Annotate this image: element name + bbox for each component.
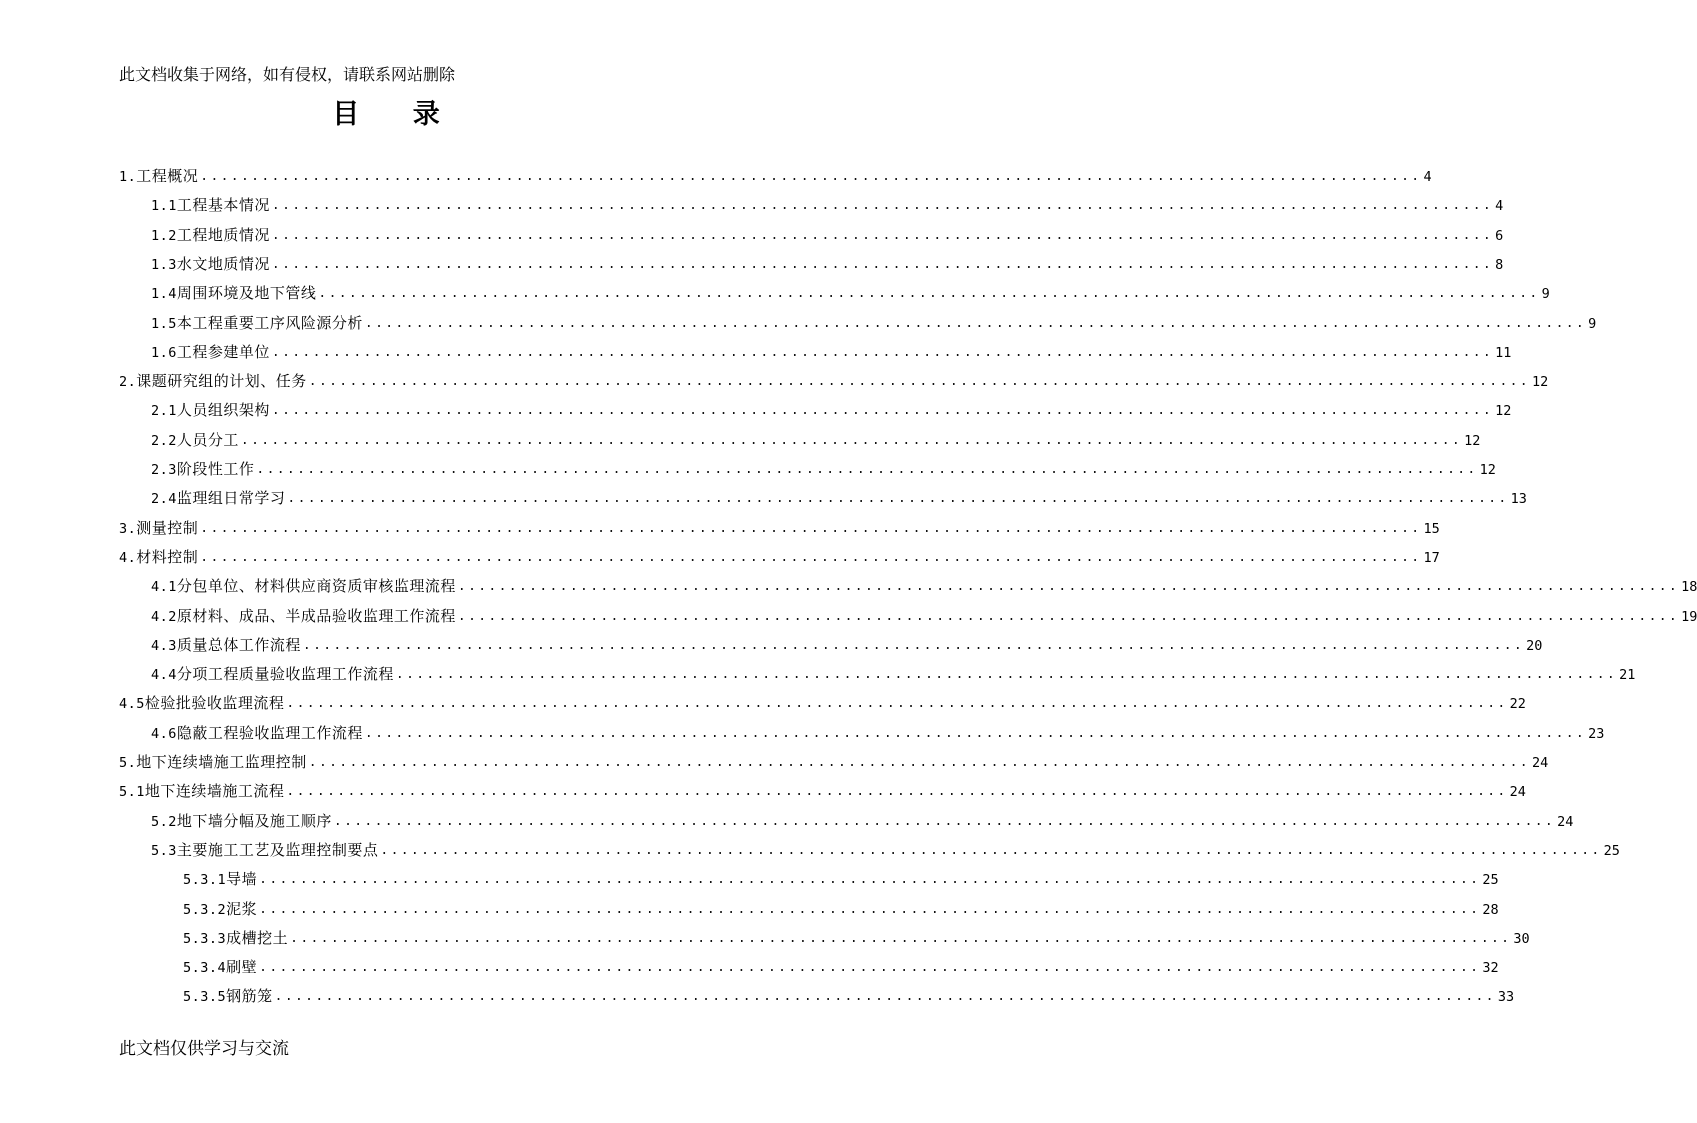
toc-page-number: 30 [1513,931,1530,947]
toc-entry-title: 钢筋笼 [226,987,273,1005]
toc-entry[interactable] [151,598,1697,627]
toc-entry-title: 分项工程质量验收监理工作流程 [176,665,394,683]
toc-entry-title: 周围环境及地下管线 [176,284,317,302]
toc-entry-title: 工程参建单位 [176,343,270,361]
toc-entry-number: 5.3.5 [183,989,227,1005]
toc-entry-title: 地下连续墙施工流程 [144,782,285,800]
toc-entry-title: 刷壁 [226,958,258,976]
toc-entry-number: 1.2 [151,228,177,244]
toc-entry[interactable] [119,744,1549,773]
toc-entry-number: 5.3.2 [183,902,227,918]
toc-page-number: 6 [1495,228,1504,244]
toc-entry-number: 2.4 [151,491,177,507]
toc-page-number: 15 [1423,521,1440,537]
toc-entry[interactable] [151,217,1504,246]
toc-entry-title: 阶段性工作 [176,460,255,478]
toc-entry-title: 课题研究组的计划、任务 [136,372,307,390]
toc-entry-number: 4.4 [151,667,177,683]
toc-entry[interactable] [151,480,1527,509]
toc-entry-label [151,283,316,304]
toc-entry-label [151,225,270,246]
toc-leader-dots: ........................................................................................................................ [271,403,1494,418]
toc-leader-dots: ........................................................................................................................ [380,843,1602,858]
toc-leader-dots: ........................................................................................................................ [271,198,1494,213]
toc-entry-label [119,518,198,539]
toc-page-number: 22 [1509,696,1526,712]
toc-entry[interactable] [151,568,1697,597]
toc-entry-number: 1.3 [151,257,177,273]
toc-entry-label [119,781,284,802]
toc-leader-dots: ........................................................................................................................ [395,667,1618,682]
toc-entry-number: 4.2 [151,609,177,625]
toc-entry[interactable] [151,627,1543,656]
toc-leader-dots: ........................................................................................................................ [287,491,1509,506]
toc-leader-dots: ........................................................................................................................ [274,989,1496,1004]
toc-entry-number: 2.1 [151,403,177,419]
toc-entry-number: 1.5 [151,316,177,332]
toc-entry-label [151,576,456,597]
toc-entry-label [151,400,270,421]
toc-leader-dots: ........................................................................................................................ [302,638,1525,653]
toc-entry-title: 成槽挖土 [226,929,289,947]
toc-leader-dots: ........................................................................................................................ [290,931,1512,946]
toc-entry-title: 分包单位、材料供应商资质审核监理流程 [176,577,456,595]
toc-entry[interactable] [119,158,1432,187]
toc-entry-label [151,606,456,627]
toc-entry-title: 隐蔽工程验收监理工作流程 [176,724,363,742]
toc-leader-dots: ........................................................................................................................ [364,316,1587,331]
toc-page-number: 24 [1557,814,1574,830]
toc-entry[interactable] [183,861,1499,890]
toc-entry[interactable] [183,949,1499,978]
toc-entry[interactable] [119,773,1526,802]
toc-entry[interactable] [151,392,1512,421]
toc-entry-number: 1.4 [151,286,177,302]
toc-entry[interactable] [119,363,1549,392]
toc-page-number: 12 [1464,433,1481,449]
toc-entry-number: 5.2 [151,814,177,830]
toc-entry-title: 原材料、成品、半成品验收监理工作流程 [176,607,456,625]
toc-page-number: 19 [1681,609,1697,625]
toc-entry-title: 本工程重要工序风险源分析 [176,314,363,332]
toc-page-number: 18 [1681,579,1697,595]
toc-entry-label [151,488,285,509]
toc-entry-number: 5.3.3 [183,931,227,947]
toc-entry-number: 1. [119,169,137,185]
toc-entry-title: 导墙 [226,870,258,888]
toc-entry[interactable] [151,305,1597,334]
toc-entry-label [119,371,307,392]
toc-page-number: 9 [1588,316,1597,332]
toc-leader-dots: ........................................................................................................................ [200,169,1422,184]
toc-leader-dots: ........................................................................................................................ [271,345,1494,360]
toc-entry-number: 1.6 [151,345,177,361]
toc-leader-dots: ........................................................................................................................ [364,726,1587,741]
toc-entry-title: 测量控制 [136,519,199,537]
toc-leader-dots: ........................................................................................................................ [457,609,1680,624]
toc-page-number: 24 [1531,755,1549,771]
toc-leader-dots: ........................................................................................................................ [259,902,1481,917]
toc-page-number: 24 [1509,784,1526,800]
toc-entry-number: 3. [119,521,137,537]
toc-page-number: 25 [1482,872,1499,888]
toc-entry-number: 4.5 [119,696,145,712]
toc-entry-number: 5.3.1 [183,872,227,888]
toc-entry-number: 4.3 [151,638,177,654]
toc-entry[interactable] [151,422,1481,451]
toc-entry-number: 5. [119,755,137,771]
toc-leader-dots: ........................................................................................................................ [259,960,1481,975]
toc-entry-label [183,957,257,978]
toc-leader-dots: ........................................................................................................................ [271,257,1494,272]
toc-entry-number: 4.6 [151,726,177,742]
toc-entry[interactable] [183,891,1499,920]
toc-entry-title: 工程地质情况 [176,226,270,244]
toc-page-number: 8 [1495,257,1504,273]
toc-entry[interactable] [151,803,1574,832]
toc-page-number: 20 [1526,638,1543,654]
toc-leader-dots: ........................................................................................................................ [457,579,1680,594]
toc-leader-dots: ........................................................................................................................ [200,550,1422,565]
toc-entry-title: 地下连续墙施工监理控制 [136,753,307,771]
toc-leader-dots: ........................................................................................................................ [286,696,1508,711]
toc-entry-label [151,254,270,275]
toc-leader-dots: ........................................................................................................................ [256,462,1478,477]
toc-page-number: 12 [1495,403,1512,419]
toc-entry-title: 工程基本情况 [176,196,270,214]
toc-entry-label [151,664,394,685]
toc-entry-label [151,430,239,451]
toc-entry-number: 1.1 [151,198,177,214]
toc-leader-dots: ........................................................................................................................ [286,784,1508,799]
toc-entry-title: 材料控制 [136,548,199,566]
toc-entry-label [151,195,270,216]
toc-leader-dots: ........................................................................................................................ [308,374,1530,389]
toc-leader-dots: ........................................................................................................................ [271,228,1494,243]
toc-entry-number: 2.3 [151,462,177,478]
toc-entry-title: 主要施工工艺及监理控制要点 [176,841,379,859]
toc-entry-label [151,342,270,363]
toc-leader-dots: ........................................................................................................................ [200,521,1422,536]
toc-entry-label [151,840,378,861]
toc-leader-dots: ........................................................................................................................ [240,433,1463,448]
toc-entry[interactable] [151,715,1605,744]
toc-entry-number: 5.1 [119,784,145,800]
toc-entry[interactable] [151,334,1512,363]
toc-entry-title: 检验批验收监理流程 [144,694,285,712]
toc-entry-number: 2. [119,374,137,390]
toc-page-number: 13 [1510,491,1527,507]
toc-page-number: 11 [1495,345,1512,361]
toc-entry[interactable] [119,539,1440,568]
toc-entry[interactable] [119,685,1526,714]
toc-page-number: 28 [1482,902,1499,918]
toc-entry-number: 4. [119,550,137,566]
toc-entry[interactable] [151,451,1496,480]
toc-entry-label [151,313,363,334]
toc-entry[interactable] [151,246,1504,275]
toc-entry-number: 5.3.4 [183,960,227,976]
toc-page-number: 4 [1495,198,1504,214]
toc-page-number: 12 [1479,462,1496,478]
toc-entry-label [119,547,198,568]
toc-entry-title: 质量总体工作流程 [176,636,301,654]
toc-entry[interactable] [151,832,1620,861]
toc-entry-label [151,635,301,656]
toc-leader-dots: ........................................................................................................................ [318,286,1540,301]
toc-entry-label [183,869,257,890]
toc-entry[interactable] [183,978,1515,1007]
toc-entry-label [151,723,363,744]
toc-entry-label [183,986,273,1007]
toc-entry-label [119,752,307,773]
toc-page-number: 32 [1482,960,1499,976]
toc-entry-label [119,166,198,187]
toc-page-number: 25 [1603,843,1620,859]
page-title: 目 录 [332,99,462,130]
toc-page-number: 9 [1541,286,1550,302]
toc-entry-label [183,928,288,949]
toc-page-number: 21 [1619,667,1636,683]
toc-entry-number: 2.2 [151,433,177,449]
toc-page-number: 12 [1531,374,1549,390]
toc-entry-label [151,459,254,480]
toc-leader-dots: ........................................................................................................................ [308,755,1530,770]
toc-entry-number: 4.1 [151,579,177,595]
toc-page-number: 23 [1588,726,1605,742]
page-header-notice: 此文档收集于网络，如有侵权，请联系网站删除 [119,65,456,84]
toc-entry-label [151,811,332,832]
toc-entry-title: 人员组织架构 [176,401,270,419]
toc-entry-title: 人员分工 [176,431,239,449]
toc-entry-title: 水文地质情况 [176,255,270,273]
toc-entry[interactable] [151,656,1636,685]
toc-entry[interactable] [151,275,1550,304]
toc-page-number: 33 [1497,989,1515,1005]
toc-entry-number: 5.3 [151,843,177,859]
toc-entry[interactable] [151,187,1504,216]
toc-entry[interactable] [119,510,1440,539]
toc-entry-title: 地下墙分幅及施工顺序 [176,812,332,830]
page-footer-notice: 此文档仅供学习与交流 [119,1039,289,1059]
toc-entry-title: 监理组日常学习 [176,489,286,507]
toc-entry-label [183,899,257,920]
toc-page-number: 4 [1423,169,1432,185]
toc-leader-dots: ........................................................................................................................ [333,814,1556,829]
toc-entry-label [119,693,284,714]
toc-entry[interactable] [183,920,1530,949]
toc-page-number: 17 [1423,550,1440,566]
toc-leader-dots: ........................................................................................................................ [259,872,1481,887]
toc-entry-title: 泥浆 [226,900,258,918]
toc-entry-title: 工程概况 [136,167,199,185]
